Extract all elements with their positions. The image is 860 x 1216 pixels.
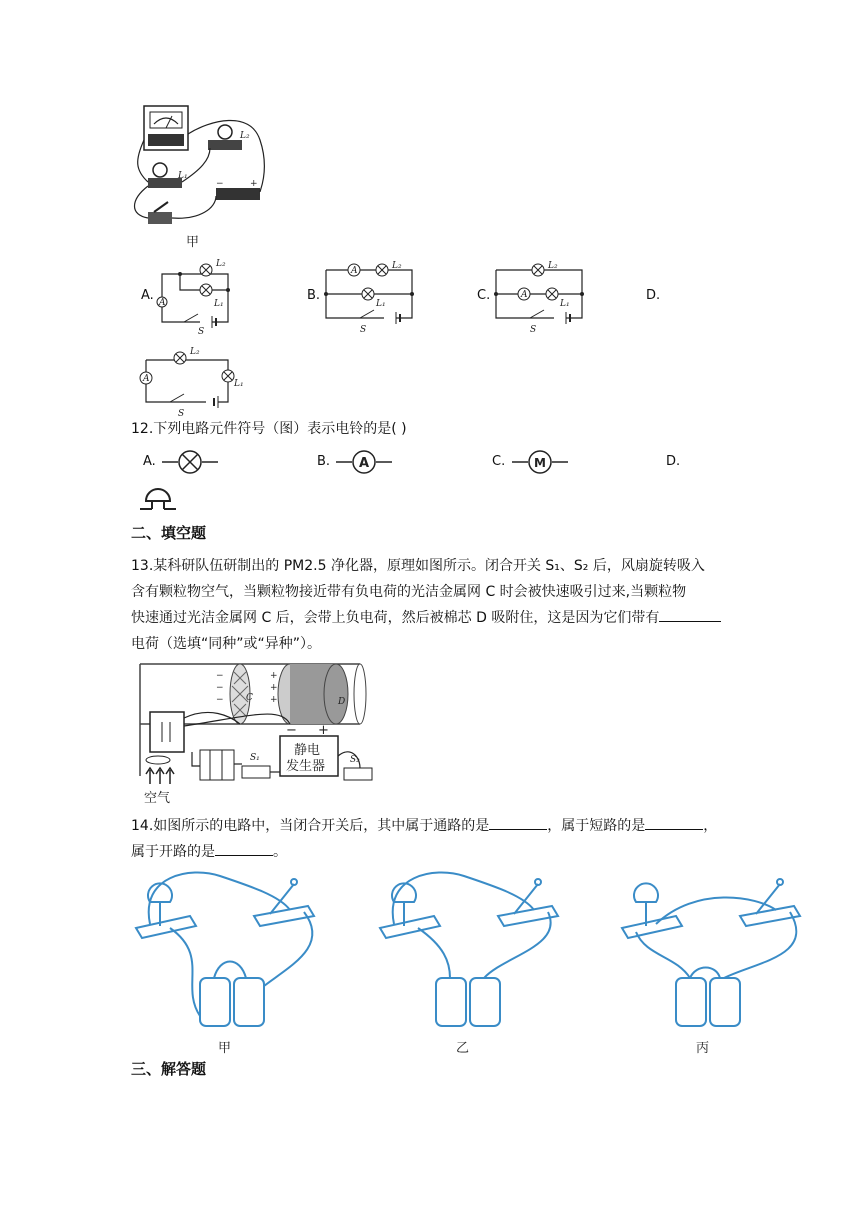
ammeter-glyph: A	[359, 456, 370, 471]
q11-option-b-circuit	[324, 262, 436, 334]
generator-plus: +	[318, 723, 329, 738]
q12-option-c-label[interactable]: C.	[492, 454, 506, 469]
q14-stem-c: 属于开路的是	[131, 844, 215, 860]
svg-text:A: A	[159, 298, 166, 308]
svg-text:A: A	[521, 290, 528, 300]
ammeter-symbol-icon	[336, 450, 392, 474]
svg-text:+: +	[270, 683, 278, 693]
lamp-symbol-icon	[162, 450, 218, 474]
svg-text:−: −	[216, 671, 224, 681]
caption-bing: 丙	[696, 1041, 710, 1056]
q11-option-d-label[interactable]: D.	[646, 288, 661, 303]
label-l1: L₁	[178, 171, 188, 181]
generator-line-1: 静电	[294, 743, 321, 758]
q14-stem-d: 。	[273, 844, 287, 860]
svg-text:+: +	[270, 695, 278, 705]
lamp-top-label: L₂	[216, 259, 226, 269]
q11-option-c-label[interactable]: C.	[477, 288, 491, 303]
caption-yi: 乙	[456, 1041, 470, 1056]
label-s2: S₂	[350, 755, 360, 765]
lamp-top-label: L₂	[190, 347, 200, 357]
q13-line-3: 快速通过光洁金属网 C 后，会带上负电荷，然后被棉芯 D 吸附住，这是因为它们带有	[131, 610, 660, 626]
switch-label: S	[530, 325, 537, 335]
section-title-answer: 三、解答题	[131, 1060, 207, 1078]
q13-line-1: 13.某科研队伍研制出的 PM2.5 净化器，原理如图所示。闭合开关 S₁、S₂ 后，风扇旋转吸入	[131, 558, 705, 574]
q11-main-figure	[130, 100, 270, 255]
svg-text:A: A	[351, 266, 358, 276]
q14-blank-closed[interactable]	[489, 815, 547, 830]
q14-stem-b: ，属于短路的是	[547, 818, 646, 834]
svg-text:−: −	[216, 695, 224, 705]
lamp-bottom-label: L₁	[376, 299, 386, 309]
switch-label: S	[178, 409, 185, 419]
switch-label: S	[198, 327, 205, 337]
q13-purifier-figure	[130, 656, 370, 806]
q14-circuit-yi	[374, 866, 574, 1062]
label-d: D	[338, 697, 346, 707]
svg-text:A: A	[143, 374, 150, 384]
q13-answer-blank[interactable]	[659, 607, 721, 622]
q13-line-4: 电荷（选填“同种”或“异种”）。	[131, 636, 322, 652]
q14-stem-a: 14.如图所示的电路中，当闭合开关后，其中属于通路的是	[131, 818, 490, 834]
q14-circuit-bing	[616, 866, 816, 1062]
figure-label: 甲	[186, 235, 200, 250]
section-title-fill-in: 二、填空题	[131, 524, 207, 542]
bell-symbol-icon	[140, 487, 180, 511]
label-l2: L₂	[240, 131, 250, 141]
svg-text:+: +	[250, 179, 258, 189]
generator-minus: −	[286, 723, 297, 738]
q11-option-a-circuit	[156, 258, 246, 337]
motor-symbol-icon	[512, 450, 568, 474]
svg-text:+: +	[270, 671, 278, 681]
svg-text:−: −	[216, 683, 224, 693]
q13-line-2: 含有颗粒物空气，当颗粒物接近带有负电荷的光洁金属网 C 时会被快速吸引过来,当颗粒物	[131, 584, 687, 600]
q11-option-b-label[interactable]: B.	[307, 288, 321, 303]
lamp-bottom-label: L₁	[214, 299, 224, 309]
svg-text:−: −	[216, 179, 224, 189]
caption-jia: 甲	[218, 1041, 232, 1056]
generator-line-2: 发生器	[286, 759, 326, 774]
motor-glyph: M	[534, 456, 546, 470]
q14-blank-open[interactable]	[215, 841, 273, 856]
lamp-top-label: L₂	[392, 261, 402, 271]
label-s1: S₁	[250, 753, 260, 763]
q11-option-a-label[interactable]: A.	[141, 288, 154, 303]
q12-option-d-label[interactable]: D.	[666, 454, 681, 469]
q14-blank-short[interactable]	[645, 815, 703, 830]
lamp-bottom-label: L₁	[560, 299, 570, 309]
q12-option-b-label[interactable]: B.	[317, 454, 331, 469]
lamp-bottom-label: L₁	[234, 379, 244, 389]
q12-stem: 12.下列电路元件符号（图）表示电铃的是( )	[131, 421, 407, 437]
q11-option-c-circuit	[494, 262, 606, 334]
switch-label: S	[360, 325, 367, 335]
lamp-top-label: L₂	[548, 261, 558, 271]
air-label: 空气	[144, 791, 171, 806]
q12-option-a-label[interactable]: A.	[143, 454, 156, 469]
q11-option-d-circuit	[140, 346, 252, 418]
q14-circuit-jia	[130, 866, 330, 1062]
label-c: C	[246, 693, 253, 703]
